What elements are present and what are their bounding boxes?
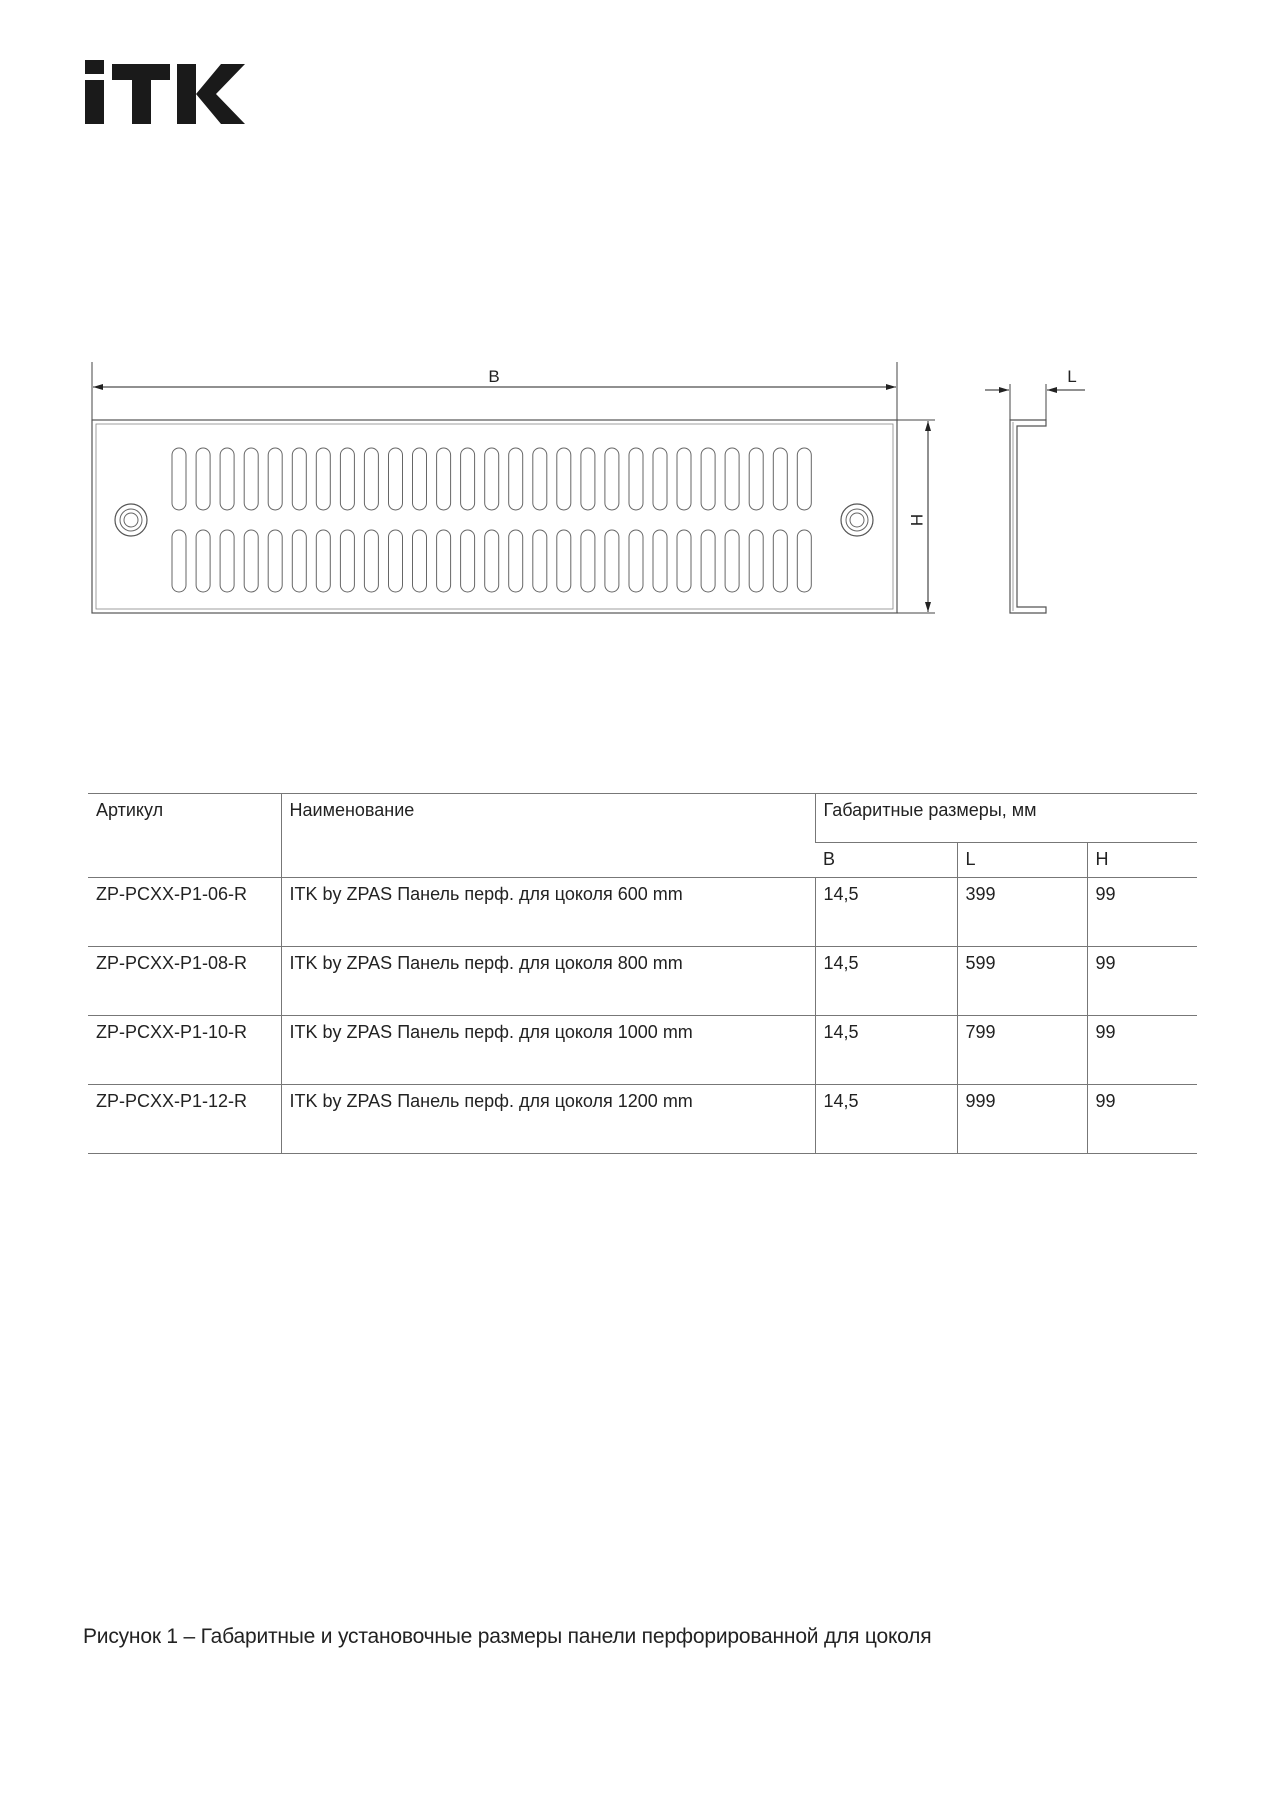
vent-slot: [340, 448, 354, 510]
vent-slot: [172, 530, 186, 592]
vent-slot: [364, 448, 378, 510]
vent-slot: [629, 448, 643, 510]
vent-slot: [581, 448, 595, 510]
cell-name: ITK by ZPAS Панель перф. для цоколя 800 mm: [281, 947, 815, 1016]
vent-slot: [773, 530, 787, 592]
vent-slot: [797, 448, 811, 510]
table-row: [88, 1085, 1197, 1154]
cell-article: ZP-PCXX-P1-08-R: [88, 947, 281, 1016]
vent-slot: [629, 530, 643, 592]
panel-side-view: [1010, 420, 1046, 613]
vent-slot: [437, 448, 451, 510]
vent-slot: [605, 448, 619, 510]
subheader-l: L: [957, 843, 1087, 878]
vent-slot: [533, 530, 547, 592]
table-row: [88, 947, 1197, 1016]
spec-table: [88, 793, 1197, 1154]
cell-article: ZP-PCXX-P1-06-R: [88, 878, 281, 947]
vent-slot: [244, 530, 258, 592]
vent-slot: [677, 530, 691, 592]
cell-h: 99: [1087, 1016, 1197, 1085]
vent-slot: [461, 448, 475, 510]
mounting-hole-right: [841, 504, 873, 536]
vent-slot: [196, 448, 210, 510]
vent-slot: [701, 530, 715, 592]
vent-slot: [509, 448, 523, 510]
dimension-l-label: L: [1067, 367, 1077, 386]
vent-slot: [725, 448, 739, 510]
cell-name: ITK by ZPAS Панель перф. для цоколя 1200 mm: [281, 1085, 815, 1154]
vent-slot: [413, 530, 427, 592]
vent-slot: [581, 530, 595, 592]
cell-h: 99: [1087, 1085, 1197, 1154]
cell-l: 999: [957, 1085, 1087, 1154]
vent-slot: [773, 448, 787, 510]
panel-drawing: [0, 350, 1280, 650]
vent-slot: [461, 530, 475, 592]
vent-slot: [292, 530, 306, 592]
cell-h: 99: [1087, 947, 1197, 1016]
cell-article: ZP-PCXX-P1-10-R: [88, 1016, 281, 1085]
vent-slot: [268, 530, 282, 592]
cell-l: 399: [957, 878, 1087, 947]
vent-slot: [653, 448, 667, 510]
cell-b: 14,5: [815, 878, 957, 947]
vent-slot: [316, 530, 330, 592]
itk-logo: [85, 60, 245, 128]
vent-slot: [437, 530, 451, 592]
vent-slot: [557, 448, 571, 510]
vent-slot: [244, 448, 258, 510]
vent-slot: [485, 530, 499, 592]
cell-l: 799: [957, 1016, 1087, 1085]
vent-slot: [364, 530, 378, 592]
vent-slot: [749, 530, 763, 592]
figure-caption: Рисунок 1 – Габаритные и установочные размеры панели перфорированной для цоколя: [83, 1625, 932, 1648]
mounting-hole-left: [115, 504, 147, 536]
vent-slot: [268, 448, 282, 510]
vent-slot: [413, 448, 427, 510]
subheader-b: B: [815, 843, 957, 878]
panel-front-view: [92, 420, 897, 613]
dimension-b: [92, 362, 897, 420]
vent-slot: [196, 530, 210, 592]
vent-slot: [725, 530, 739, 592]
cell-article: ZP-PCXX-P1-12-R: [88, 1085, 281, 1154]
dimension-b-label: B: [488, 367, 500, 386]
header-dimensions: Габаритные размеры, мм: [815, 794, 1197, 843]
vent-slot: [701, 448, 715, 510]
cell-name: ITK by ZPAS Панель перф. для цоколя 600 mm: [281, 878, 815, 947]
dimension-h: [897, 420, 935, 613]
ventilation-slots: [172, 448, 811, 592]
vent-slot: [172, 448, 186, 510]
vent-slot: [605, 530, 619, 592]
vent-slot: [316, 448, 330, 510]
vent-slot: [485, 448, 499, 510]
vent-slot: [220, 530, 234, 592]
vent-slot: [557, 530, 571, 592]
vent-slot: [533, 448, 547, 510]
vent-slot: [389, 448, 403, 510]
header-article: Артикул: [88, 794, 281, 878]
vent-slot: [677, 448, 691, 510]
cell-l: 599: [957, 947, 1087, 1016]
header-name: Наименование: [281, 794, 815, 878]
subheader-h: H: [1087, 843, 1197, 878]
vent-slot: [797, 530, 811, 592]
vent-slot: [389, 530, 403, 592]
dimension-l: [985, 367, 1085, 420]
vent-slot: [749, 448, 763, 510]
cell-b: 14,5: [815, 1016, 957, 1085]
vent-slot: [220, 448, 234, 510]
cell-name: ITK by ZPAS Панель перф. для цоколя 1000 mm: [281, 1016, 815, 1085]
vent-slot: [653, 530, 667, 592]
vent-slot: [292, 448, 306, 510]
vent-slot: [509, 530, 523, 592]
dimension-h-label: H: [907, 513, 926, 527]
cell-h: 99: [1087, 878, 1197, 947]
cell-b: 14,5: [815, 947, 957, 1016]
table-row: [88, 1016, 1197, 1085]
table-row: [88, 878, 1197, 947]
cell-b: 14,5: [815, 1085, 957, 1154]
vent-slot: [340, 530, 354, 592]
